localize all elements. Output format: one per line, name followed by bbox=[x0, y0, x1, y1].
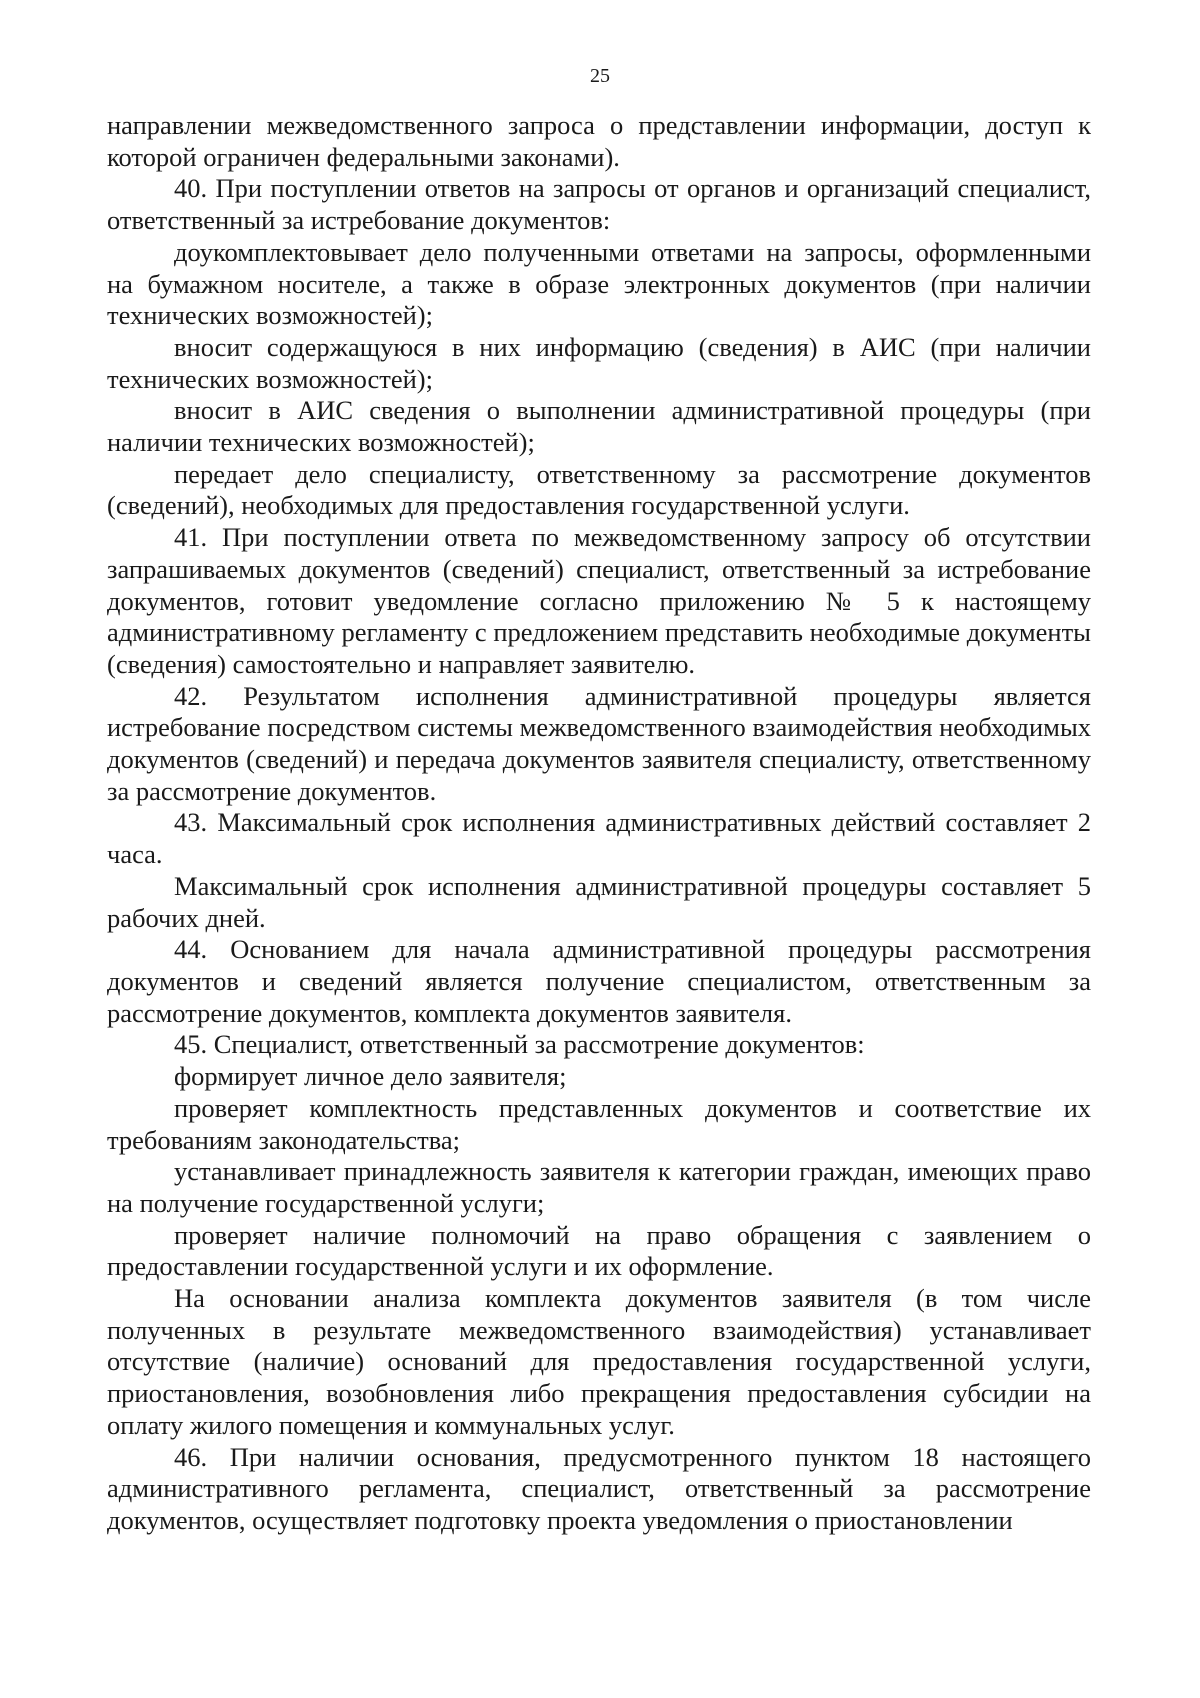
paragraph-analysis: На основании анализа комплекта документов заявителя (в том числе полученных в результате межведомственного взаимодействия) устанавливает отсутствие (наличие) оснований для предоставления государственной услуги, приостановления, возобновления либо прекращения предоставления субсидии на оплату жилого помещения и коммунальных услуг. bbox=[107, 1283, 1091, 1440]
paragraph-item-41: 41. При поступлении ответа по межведомственному запросу об отсутствии запрашиваемых документов (сведений) специалист, ответственный за истребование документов, готовит уведомление согласно приложению № 5 к настоящему административному регламенту с предложением представить необходимые документы (сведения) самостоятельно и направляет заявителю. bbox=[107, 522, 1091, 679]
paragraph-checks-completeness: проверяет комплектность представленных документов и соответствие их требованиям законодательства; bbox=[107, 1092, 1091, 1155]
paragraph-continuation: направлении межведомственного запроса о представлении информации, доступ к которой ограничен федеральными законами). bbox=[107, 110, 1091, 172]
paragraph-completes-file: доукомплектовывает дело полученными ответами на запросы, оформленными на бумажном носителе, а также в образе электронных документов (при наличии технических возможностей); bbox=[107, 236, 1091, 331]
paragraph-item-43: 43. Максимальный срок исполнения административных действий составляет 2 часа. bbox=[107, 807, 1091, 870]
paragraph-item-44: 44. Основанием для начала административной процедуры рассмотрения документов и сведений является получение специалистом, ответственным за рассмотрение документов, комплекта документов заявителя. bbox=[107, 934, 1091, 1028]
paragraph-enters-procedure: вносит в АИС сведения о выполнении административной процедуры (при наличии технических возможностей); bbox=[107, 395, 1091, 458]
page-number: 25 bbox=[590, 65, 610, 87]
paragraph-enters-info: вносит содержащуюся в них информацию (сведения) в АИС (при наличии технических возможностей); bbox=[107, 331, 1091, 394]
paragraph-max-term: Максимальный срок исполнения административной процедуры составляет 5 рабочих дней. bbox=[107, 870, 1091, 933]
paragraph-establishes-category: устанавливает принадлежность заявителя к категории граждан, имеющих право на получение государственной услуги; bbox=[107, 1156, 1091, 1218]
paragraph-item-45: 45. Специалист, ответственный за рассмотрение документов: bbox=[174, 1029, 865, 1060]
paragraph-forms-file: формирует личное дело заявителя; bbox=[174, 1061, 567, 1092]
paragraph-checks-authority: проверяет наличие полномочий на право обращения с заявлением о предоставлении государственной услуги и их оформление. bbox=[107, 1219, 1091, 1282]
paragraph-item-40: 40. При поступлении ответов на запросы от органов и организаций специалист, ответственный за истребование документов: bbox=[107, 173, 1091, 236]
paragraph-item-46: 46. При наличии основания, предусмотренного пунктом 18 настоящего административного регламента, специалист, ответственный за рассмотрение документов, осуществляет подготовку проекта уведомления о приостановлении bbox=[107, 1441, 1091, 1535]
paragraph-transfers-file: передает дело специалисту, ответственному за рассмотрение документов (сведений), необходимых для предоставления государственной услуги. bbox=[107, 458, 1091, 521]
paragraph-item-42: 42. Результатом исполнения административной процедуры является истребование посредством системы межведомственного взаимодействия необходимых документов (сведений) и передача документов заявителя специалисту, ответственному за рассмотрение документов. bbox=[107, 680, 1091, 806]
document-body bbox=[107, 110, 1091, 1537]
